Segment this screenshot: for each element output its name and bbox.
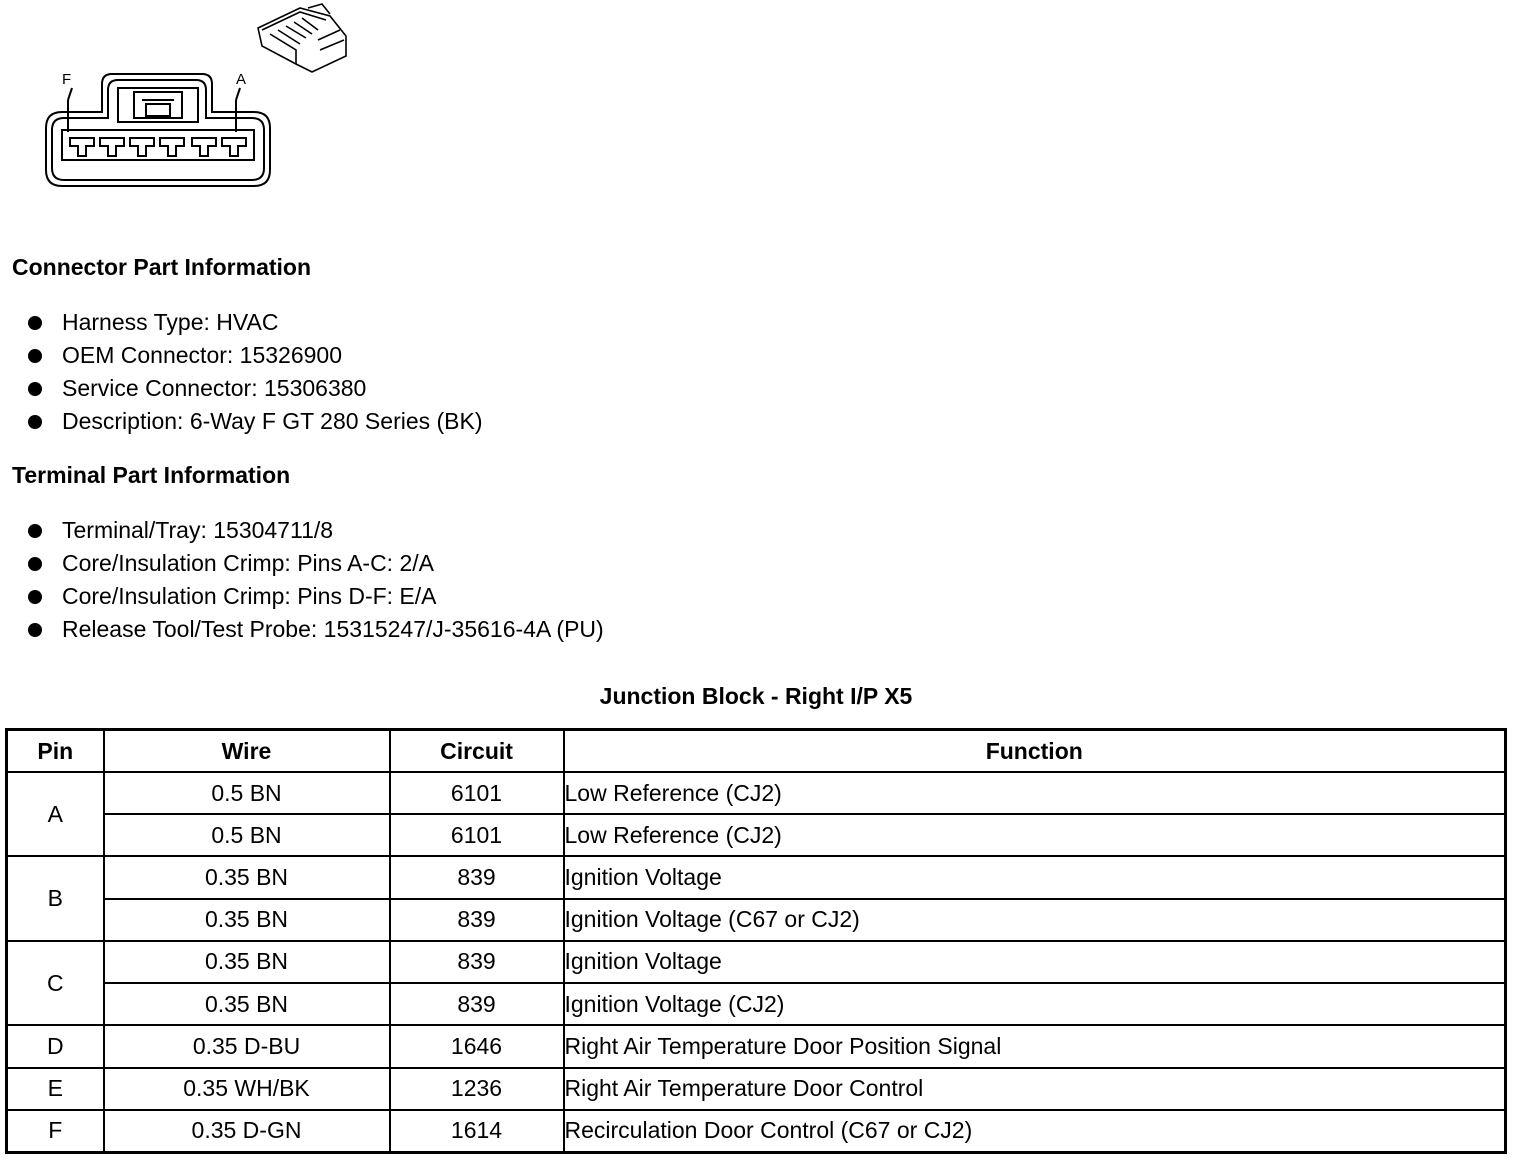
circuit-cell: 6101 [390,772,564,814]
connector-info-list [28,306,483,438]
bullet-icon [28,349,42,363]
circuit-cell: 1236 [390,1068,564,1110]
table-row [7,772,1506,814]
table-row [7,1025,1506,1067]
list-item [28,372,483,405]
table-row [7,899,1506,941]
pinout-table [5,728,1507,1154]
connector-info-heading: Connector Part Information [12,254,312,280]
list-item [28,613,604,646]
list-item-text: Harness Type: HVAC [62,309,279,335]
list-item-text: Core/Insulation Crimp: Pins A-C: 2/A [62,550,434,576]
circuit-cell: 839 [390,983,564,1025]
table-header-row [7,730,1506,773]
table-row [7,856,1506,898]
bullet-icon [28,623,42,637]
wire-cell: 0.5 BN [104,772,390,814]
circuit-cell: 1646 [390,1025,564,1067]
column-header-pin: Pin [7,730,104,773]
column-header-wire: Wire [104,730,390,773]
list-item [28,339,483,372]
pin-label-f: F [62,71,72,88]
connector-isometric-icon [258,4,346,72]
list-item [28,547,604,580]
function-cell: Recirculation Door Control (C67 or CJ2) [564,1110,1506,1153]
table-row [7,1110,1506,1153]
bullet-icon [28,316,42,330]
pin-cell: E [7,1068,104,1110]
function-cell: Ignition Voltage [564,856,1506,898]
bullet-icon [28,524,42,538]
function-cell: Low Reference (CJ2) [564,772,1506,814]
wire-cell: 0.35 D-GN [104,1110,390,1153]
table-row [7,941,1506,983]
pin-cell: F [7,1110,104,1153]
terminal-cavities [70,138,246,156]
table-title: Junction Block - Right I/P X5 [599,683,913,709]
list-item-text: Description: 6-Way F GT 280 Series (BK) [62,408,483,434]
column-header-function: Function [564,730,1506,773]
wire-cell: 0.35 BN [104,856,390,898]
function-cell: Right Air Temperature Door Control [564,1068,1506,1110]
wire-cell: 0.35 D-BU [104,1025,390,1067]
pin-cell: B [7,856,104,940]
list-item-text: Release Tool/Test Probe: 15315247/J-35616-4A (PU) [62,616,604,642]
table-row [7,983,1506,1025]
function-cell: Low Reference (CJ2) [564,814,1506,856]
table-row [7,1068,1506,1110]
terminal-info-list [28,514,604,646]
pin-cell: D [7,1025,104,1067]
function-cell: Ignition Voltage [564,941,1506,983]
function-cell: Ignition Voltage (CJ2) [564,983,1506,1025]
bullet-icon [28,557,42,571]
function-cell: Right Air Temperature Door Position Signal [564,1025,1506,1067]
table-row [7,814,1506,856]
list-item [28,405,483,438]
wire-cell: 0.35 BN [104,899,390,941]
pin-cell: C [7,941,104,1025]
list-item-text: Terminal/Tray: 15304711/8 [62,517,334,543]
list-item [28,514,604,547]
list-item [28,580,604,613]
list-item [28,306,483,339]
function-cell: Ignition Voltage (C67 or CJ2) [564,899,1506,941]
circuit-cell: 839 [390,856,564,898]
terminal-info-heading: Terminal Part Information [12,462,291,488]
circuit-cell: 6101 [390,814,564,856]
bullet-icon [28,382,42,396]
circuit-cell: 839 [390,941,564,983]
circuit-cell: 839 [390,899,564,941]
wire-cell: 0.35 WH/BK [104,1068,390,1110]
circuit-cell: 1614 [390,1110,564,1153]
pin-label-a: A [236,71,247,88]
wire-cell: 0.5 BN [104,814,390,856]
list-item-text: Core/Insulation Crimp: Pins D-F: E/A [62,583,437,609]
column-header-circuit: Circuit [390,730,564,773]
list-item-text: Service Connector: 15306380 [62,375,367,401]
bullet-icon [28,590,42,604]
bullet-icon [28,415,42,429]
wire-cell: 0.35 BN [104,983,390,1025]
list-item-text: OEM Connector: 15326900 [62,342,343,368]
pin-cell: A [7,772,104,856]
connector-diagram [0,0,370,200]
wire-cell: 0.35 BN [104,941,390,983]
